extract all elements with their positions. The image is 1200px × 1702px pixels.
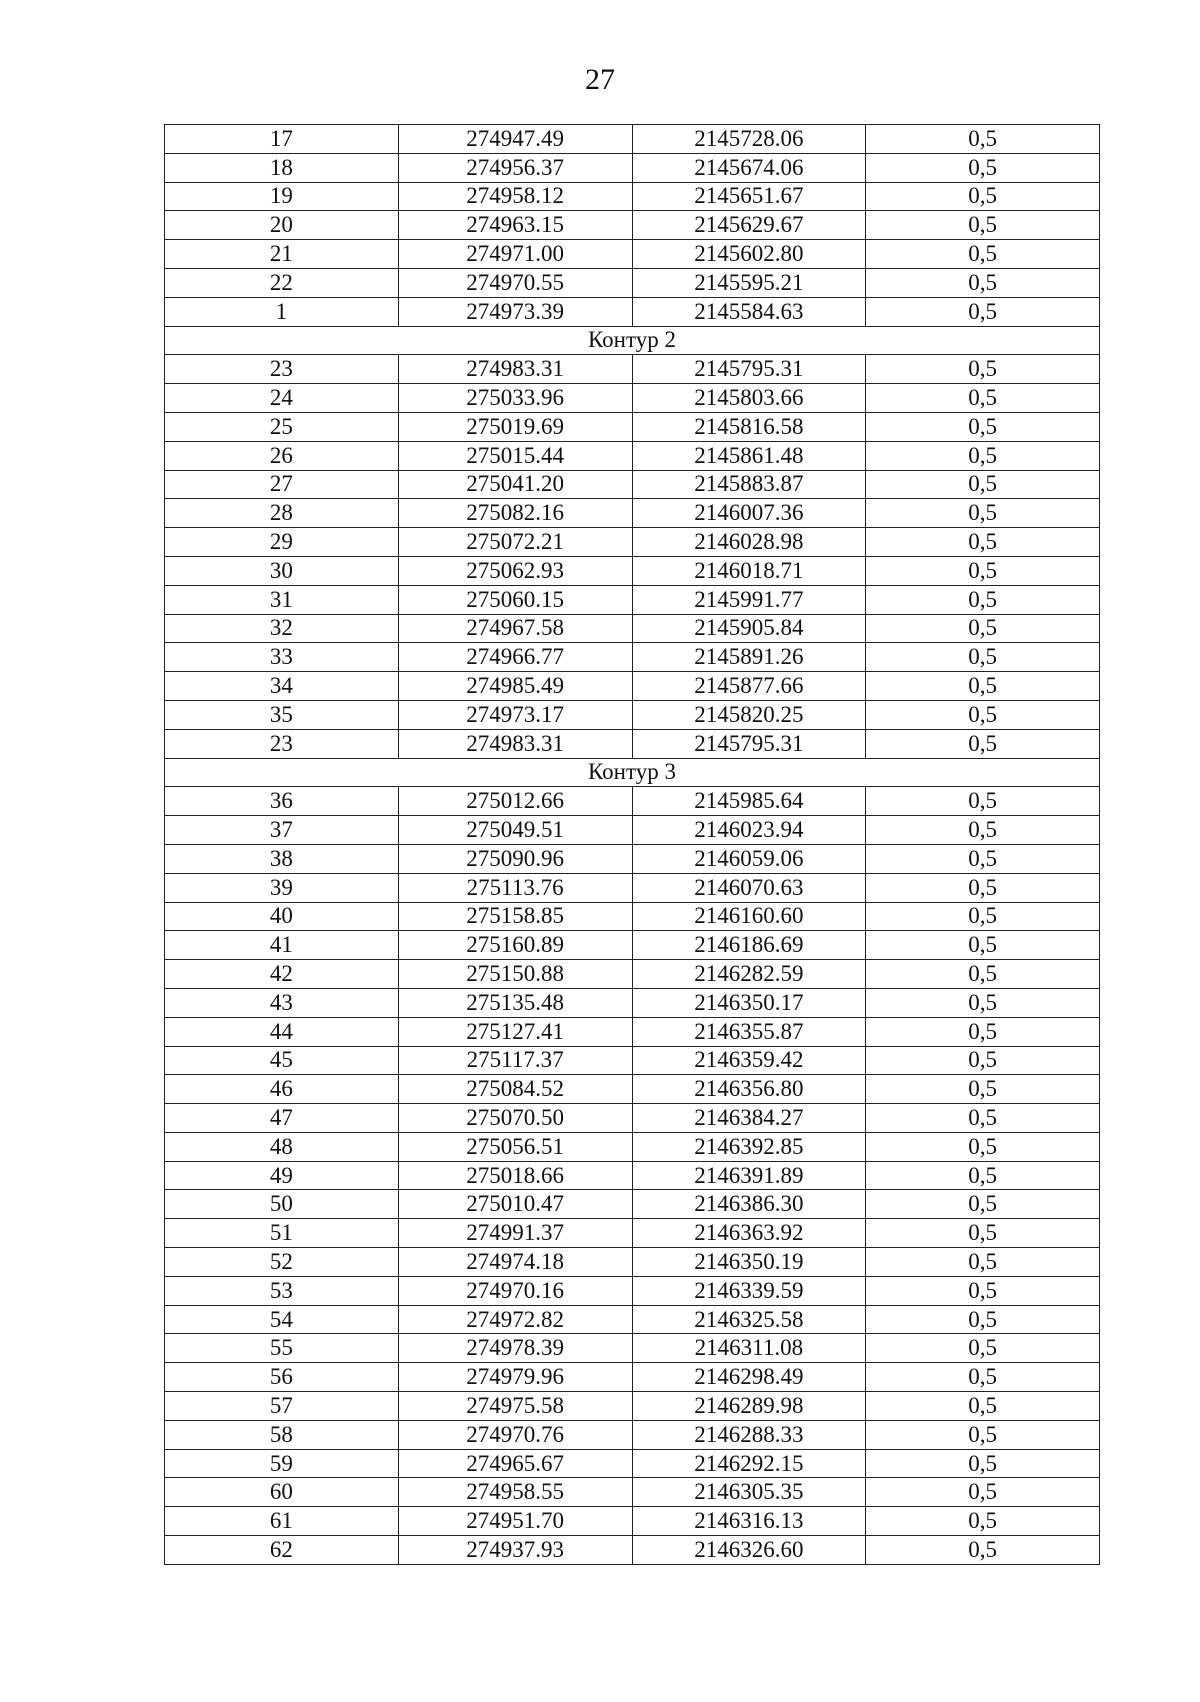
point-number-cell: 24 [165, 384, 399, 413]
accuracy-cell: 0,5 [866, 672, 1100, 701]
accuracy-cell: 0,5 [866, 1392, 1100, 1421]
y-coordinate-cell: 2146311.08 [632, 1334, 866, 1363]
x-coordinate-cell: 274947.49 [398, 125, 632, 154]
table-row [165, 614, 1100, 643]
accuracy-cell: 0,5 [866, 240, 1100, 269]
table-row [165, 297, 1100, 326]
table-row [165, 528, 1100, 557]
table-row [165, 931, 1100, 960]
table-row [165, 1449, 1100, 1478]
table-row [165, 1190, 1100, 1219]
y-coordinate-cell: 2145803.66 [632, 384, 866, 413]
table-row [165, 412, 1100, 441]
accuracy-cell: 0,5 [866, 787, 1100, 816]
x-coordinate-cell: 274967.58 [398, 614, 632, 643]
y-coordinate-cell: 2145816.58 [632, 412, 866, 441]
point-number-cell: 21 [165, 240, 399, 269]
point-number-cell: 38 [165, 844, 399, 873]
x-coordinate-cell: 274973.39 [398, 297, 632, 326]
y-coordinate-cell: 2145861.48 [632, 441, 866, 470]
y-coordinate-cell: 2146007.36 [632, 499, 866, 528]
point-number-cell: 39 [165, 873, 399, 902]
accuracy-cell: 0,5 [866, 556, 1100, 585]
table-row [165, 1248, 1100, 1277]
point-number-cell: 17 [165, 125, 399, 154]
accuracy-cell: 0,5 [866, 1334, 1100, 1363]
point-number-cell: 46 [165, 1075, 399, 1104]
point-number-cell: 27 [165, 470, 399, 499]
accuracy-cell: 0,5 [866, 1132, 1100, 1161]
x-coordinate-cell: 274937.93 [398, 1536, 632, 1565]
table-row [165, 1219, 1100, 1248]
table-row [165, 643, 1100, 672]
point-number-cell: 18 [165, 153, 399, 182]
y-coordinate-cell: 2146384.27 [632, 1104, 866, 1133]
x-coordinate-cell: 275015.44 [398, 441, 632, 470]
y-coordinate-cell: 2146326.60 [632, 1536, 866, 1565]
y-coordinate-cell: 2145891.26 [632, 643, 866, 672]
table-row [165, 585, 1100, 614]
point-number-cell: 35 [165, 700, 399, 729]
y-coordinate-cell: 2145651.67 [632, 182, 866, 211]
y-coordinate-cell: 2145602.80 [632, 240, 866, 269]
y-coordinate-cell: 2146350.17 [632, 988, 866, 1017]
table-row [165, 1392, 1100, 1421]
table-row [165, 1075, 1100, 1104]
table-row [165, 125, 1100, 154]
table-row [165, 1132, 1100, 1161]
coordinates-table [164, 124, 1100, 1565]
accuracy-cell: 0,5 [866, 614, 1100, 643]
accuracy-cell: 0,5 [866, 1305, 1100, 1334]
y-coordinate-cell: 2145883.87 [632, 470, 866, 499]
table-row [165, 470, 1100, 499]
point-number-cell: 61 [165, 1507, 399, 1536]
x-coordinate-cell: 275018.66 [398, 1161, 632, 1190]
accuracy-cell: 0,5 [866, 729, 1100, 758]
point-number-cell: 47 [165, 1104, 399, 1133]
table-row [165, 1507, 1100, 1536]
point-number-cell: 31 [165, 585, 399, 614]
table-row [165, 1305, 1100, 1334]
x-coordinate-cell: 274970.55 [398, 268, 632, 297]
x-coordinate-cell: 275113.76 [398, 873, 632, 902]
x-coordinate-cell: 274979.96 [398, 1363, 632, 1392]
section-header: Контур 3 [165, 758, 1100, 787]
table-row [165, 787, 1100, 816]
y-coordinate-cell: 2145877.66 [632, 672, 866, 701]
x-coordinate-cell: 274970.76 [398, 1420, 632, 1449]
x-coordinate-cell: 275117.37 [398, 1046, 632, 1075]
y-coordinate-cell: 2145674.06 [632, 153, 866, 182]
point-number-cell: 43 [165, 988, 399, 1017]
accuracy-cell: 0,5 [866, 1478, 1100, 1507]
point-number-cell: 54 [165, 1305, 399, 1334]
point-number-cell: 49 [165, 1161, 399, 1190]
table-row [165, 729, 1100, 758]
y-coordinate-cell: 2146363.92 [632, 1219, 866, 1248]
accuracy-cell: 0,5 [866, 585, 1100, 614]
point-number-cell: 56 [165, 1363, 399, 1392]
point-number-cell: 40 [165, 902, 399, 931]
y-coordinate-cell: 2146359.42 [632, 1046, 866, 1075]
y-coordinate-cell: 2146288.33 [632, 1420, 866, 1449]
accuracy-cell: 0,5 [866, 1276, 1100, 1305]
point-number-cell: 1 [165, 297, 399, 326]
table-row [165, 1104, 1100, 1133]
section-header-row [165, 326, 1100, 355]
point-number-cell: 34 [165, 672, 399, 701]
accuracy-cell: 0,5 [866, 1363, 1100, 1392]
point-number-cell: 51 [165, 1219, 399, 1248]
point-number-cell: 55 [165, 1334, 399, 1363]
accuracy-cell: 0,5 [866, 211, 1100, 240]
accuracy-cell: 0,5 [866, 1449, 1100, 1478]
page-number: 27 [585, 63, 615, 96]
accuracy-cell: 0,5 [866, 931, 1100, 960]
x-coordinate-cell: 275135.48 [398, 988, 632, 1017]
accuracy-cell: 0,5 [866, 1248, 1100, 1277]
table-row [165, 211, 1100, 240]
accuracy-cell: 0,5 [866, 528, 1100, 557]
y-coordinate-cell: 2146350.19 [632, 1248, 866, 1277]
accuracy-cell: 0,5 [866, 960, 1100, 989]
x-coordinate-cell: 274983.31 [398, 729, 632, 758]
accuracy-cell: 0,5 [866, 297, 1100, 326]
point-number-cell: 36 [165, 787, 399, 816]
accuracy-cell: 0,5 [866, 384, 1100, 413]
table-row [165, 355, 1100, 384]
y-coordinate-cell: 2145820.25 [632, 700, 866, 729]
x-coordinate-cell: 274971.00 [398, 240, 632, 269]
accuracy-cell: 0,5 [866, 125, 1100, 154]
x-coordinate-cell: 275049.51 [398, 816, 632, 845]
x-coordinate-cell: 274978.39 [398, 1334, 632, 1363]
accuracy-cell: 0,5 [866, 1104, 1100, 1133]
point-number-cell: 42 [165, 960, 399, 989]
y-coordinate-cell: 2145795.31 [632, 729, 866, 758]
y-coordinate-cell: 2146160.60 [632, 902, 866, 931]
point-number-cell: 57 [165, 1392, 399, 1421]
x-coordinate-cell: 275082.16 [398, 499, 632, 528]
accuracy-cell: 0,5 [866, 441, 1100, 470]
y-coordinate-cell: 2145905.84 [632, 614, 866, 643]
y-coordinate-cell: 2146023.94 [632, 816, 866, 845]
x-coordinate-cell: 275056.51 [398, 1132, 632, 1161]
table-row [165, 700, 1100, 729]
accuracy-cell: 0,5 [866, 1017, 1100, 1046]
point-number-cell: 44 [165, 1017, 399, 1046]
accuracy-cell: 0,5 [866, 1046, 1100, 1075]
x-coordinate-cell: 274970.16 [398, 1276, 632, 1305]
accuracy-cell: 0,5 [866, 873, 1100, 902]
point-number-cell: 20 [165, 211, 399, 240]
y-coordinate-cell: 2146392.85 [632, 1132, 866, 1161]
point-number-cell: 23 [165, 355, 399, 384]
point-number-cell: 60 [165, 1478, 399, 1507]
y-coordinate-cell: 2145985.64 [632, 787, 866, 816]
x-coordinate-cell: 275160.89 [398, 931, 632, 960]
y-coordinate-cell: 2146028.98 [632, 528, 866, 557]
x-coordinate-cell: 274958.55 [398, 1478, 632, 1507]
table-row [165, 873, 1100, 902]
accuracy-cell: 0,5 [866, 182, 1100, 211]
point-number-cell: 53 [165, 1276, 399, 1305]
point-number-cell: 33 [165, 643, 399, 672]
section-header-row [165, 758, 1100, 787]
y-coordinate-cell: 2146282.59 [632, 960, 866, 989]
y-coordinate-cell: 2145728.06 [632, 125, 866, 154]
point-number-cell: 58 [165, 1420, 399, 1449]
table-row [165, 240, 1100, 269]
accuracy-cell: 0,5 [866, 268, 1100, 297]
x-coordinate-cell: 275041.20 [398, 470, 632, 499]
x-coordinate-cell: 275019.69 [398, 412, 632, 441]
table-row [165, 902, 1100, 931]
table-row [165, 499, 1100, 528]
table-row [165, 441, 1100, 470]
y-coordinate-cell: 2145991.77 [632, 585, 866, 614]
point-number-cell: 37 [165, 816, 399, 845]
accuracy-cell: 0,5 [866, 470, 1100, 499]
y-coordinate-cell: 2146059.06 [632, 844, 866, 873]
x-coordinate-cell: 275090.96 [398, 844, 632, 873]
table-row [165, 844, 1100, 873]
x-coordinate-cell: 274963.15 [398, 211, 632, 240]
x-coordinate-cell: 275010.47 [398, 1190, 632, 1219]
accuracy-cell: 0,5 [866, 902, 1100, 931]
x-coordinate-cell: 274966.77 [398, 643, 632, 672]
table-row [165, 1420, 1100, 1449]
table-row [165, 1478, 1100, 1507]
point-number-cell: 62 [165, 1536, 399, 1565]
point-number-cell: 59 [165, 1449, 399, 1478]
x-coordinate-cell: 274991.37 [398, 1219, 632, 1248]
point-number-cell: 45 [165, 1046, 399, 1075]
table-row [165, 1334, 1100, 1363]
y-coordinate-cell: 2146391.89 [632, 1161, 866, 1190]
x-coordinate-cell: 274951.70 [398, 1507, 632, 1536]
y-coordinate-cell: 2146386.30 [632, 1190, 866, 1219]
point-number-cell: 23 [165, 729, 399, 758]
y-coordinate-cell: 2146070.63 [632, 873, 866, 902]
accuracy-cell: 0,5 [866, 1075, 1100, 1104]
point-number-cell: 48 [165, 1132, 399, 1161]
coordinates-table-body [165, 125, 1100, 1565]
table-row [165, 672, 1100, 701]
section-header: Контур 2 [165, 326, 1100, 355]
x-coordinate-cell: 274973.17 [398, 700, 632, 729]
x-coordinate-cell: 275158.85 [398, 902, 632, 931]
accuracy-cell: 0,5 [866, 1190, 1100, 1219]
x-coordinate-cell: 274956.37 [398, 153, 632, 182]
y-coordinate-cell: 2146325.58 [632, 1305, 866, 1334]
x-coordinate-cell: 274985.49 [398, 672, 632, 701]
y-coordinate-cell: 2145629.67 [632, 211, 866, 240]
y-coordinate-cell: 2146356.80 [632, 1075, 866, 1104]
x-coordinate-cell: 275012.66 [398, 787, 632, 816]
x-coordinate-cell: 275084.52 [398, 1075, 632, 1104]
y-coordinate-cell: 2146018.71 [632, 556, 866, 585]
x-coordinate-cell: 275127.41 [398, 1017, 632, 1046]
table-row [165, 1017, 1100, 1046]
x-coordinate-cell: 275150.88 [398, 960, 632, 989]
point-number-cell: 41 [165, 931, 399, 960]
table-row [165, 816, 1100, 845]
x-coordinate-cell: 275070.50 [398, 1104, 632, 1133]
accuracy-cell: 0,5 [866, 412, 1100, 441]
accuracy-cell: 0,5 [866, 643, 1100, 672]
y-coordinate-cell: 2146305.35 [632, 1478, 866, 1507]
point-number-cell: 32 [165, 614, 399, 643]
x-coordinate-cell: 275062.93 [398, 556, 632, 585]
x-coordinate-cell: 274975.58 [398, 1392, 632, 1421]
table-row [165, 1276, 1100, 1305]
y-coordinate-cell: 2145584.63 [632, 297, 866, 326]
y-coordinate-cell: 2146292.15 [632, 1449, 866, 1478]
accuracy-cell: 0,5 [866, 700, 1100, 729]
y-coordinate-cell: 2146316.13 [632, 1507, 866, 1536]
accuracy-cell: 0,5 [866, 499, 1100, 528]
y-coordinate-cell: 2146339.59 [632, 1276, 866, 1305]
point-number-cell: 28 [165, 499, 399, 528]
accuracy-cell: 0,5 [866, 1219, 1100, 1248]
x-coordinate-cell: 274983.31 [398, 355, 632, 384]
x-coordinate-cell: 274972.82 [398, 1305, 632, 1334]
table-row [165, 1363, 1100, 1392]
accuracy-cell: 0,5 [866, 988, 1100, 1017]
accuracy-cell: 0,5 [866, 1536, 1100, 1565]
accuracy-cell: 0,5 [866, 844, 1100, 873]
y-coordinate-cell: 2146289.98 [632, 1392, 866, 1421]
table-row [165, 988, 1100, 1017]
x-coordinate-cell: 275033.96 [398, 384, 632, 413]
table-row [165, 1046, 1100, 1075]
y-coordinate-cell: 2146186.69 [632, 931, 866, 960]
table-row [165, 556, 1100, 585]
point-number-cell: 22 [165, 268, 399, 297]
x-coordinate-cell: 274974.18 [398, 1248, 632, 1277]
point-number-cell: 19 [165, 182, 399, 211]
table-row [165, 1161, 1100, 1190]
table-row [165, 268, 1100, 297]
point-number-cell: 30 [165, 556, 399, 585]
point-number-cell: 50 [165, 1190, 399, 1219]
point-number-cell: 29 [165, 528, 399, 557]
accuracy-cell: 0,5 [866, 816, 1100, 845]
y-coordinate-cell: 2146355.87 [632, 1017, 866, 1046]
accuracy-cell: 0,5 [866, 153, 1100, 182]
x-coordinate-cell: 274958.12 [398, 182, 632, 211]
table-row [165, 960, 1100, 989]
accuracy-cell: 0,5 [866, 1161, 1100, 1190]
y-coordinate-cell: 2146298.49 [632, 1363, 866, 1392]
accuracy-cell: 0,5 [866, 1507, 1100, 1536]
accuracy-cell: 0,5 [866, 1420, 1100, 1449]
y-coordinate-cell: 2145595.21 [632, 268, 866, 297]
accuracy-cell: 0,5 [866, 355, 1100, 384]
point-number-cell: 25 [165, 412, 399, 441]
table-row [165, 182, 1100, 211]
point-number-cell: 26 [165, 441, 399, 470]
point-number-cell: 52 [165, 1248, 399, 1277]
x-coordinate-cell: 274965.67 [398, 1449, 632, 1478]
table-row [165, 153, 1100, 182]
x-coordinate-cell: 275072.21 [398, 528, 632, 557]
x-coordinate-cell: 275060.15 [398, 585, 632, 614]
table-row [165, 384, 1100, 413]
table-row [165, 1536, 1100, 1565]
y-coordinate-cell: 2145795.31 [632, 355, 866, 384]
